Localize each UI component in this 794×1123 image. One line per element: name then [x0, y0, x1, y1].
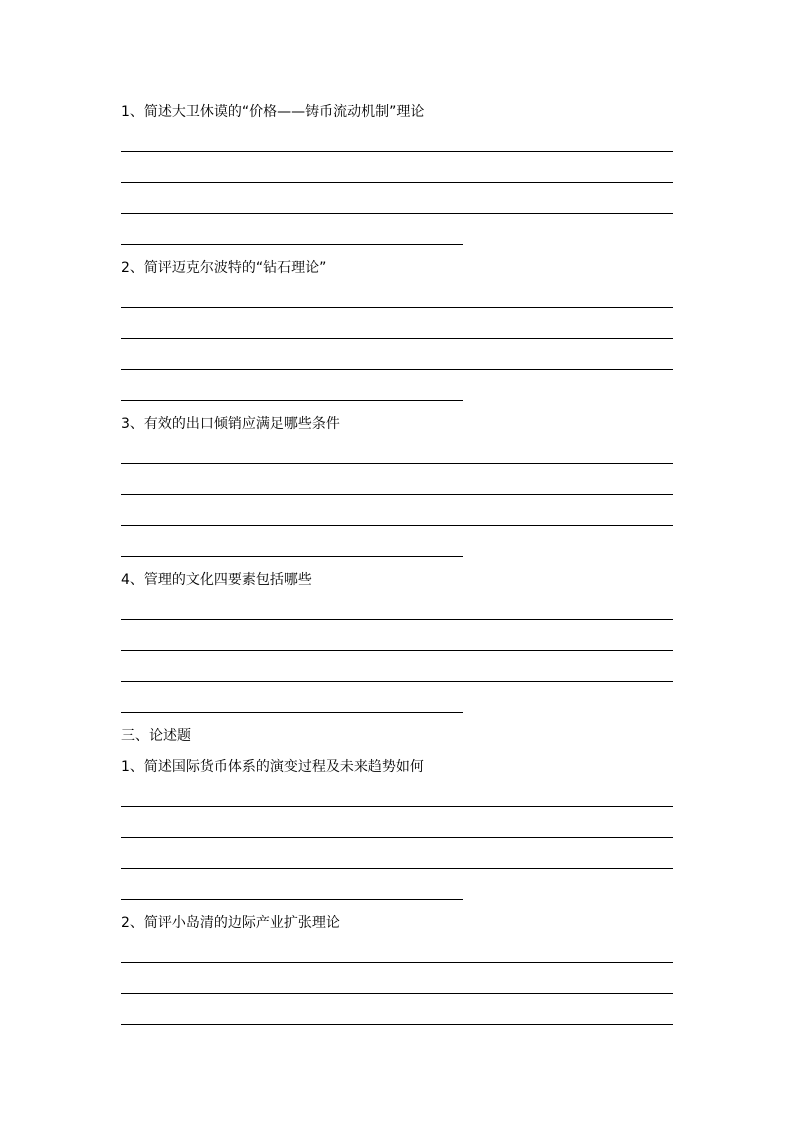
answer-line-short	[121, 899, 463, 900]
answer-line	[121, 806, 673, 807]
question-2-title: 2、简评迈克尔波特的“钻石理论”	[121, 260, 327, 276]
essay-question-1-title: 1、简述国际货币体系的演变过程及未来趋势如何	[121, 759, 424, 775]
answer-line-short	[121, 244, 463, 245]
answer-line	[121, 868, 673, 869]
answer-line	[121, 650, 673, 651]
answer-line	[121, 681, 673, 682]
answer-line	[121, 369, 673, 370]
question-1-title: 1、简述大卫休谟的“价格——铸币流动机制”理论	[121, 104, 425, 120]
answer-line	[121, 837, 673, 838]
answer-line-short	[121, 712, 463, 713]
answer-line	[121, 962, 673, 963]
question-4-title: 4、管理的文化四要素包括哪些	[121, 572, 312, 588]
section-heading: 三、论述题	[121, 728, 191, 744]
answer-line	[121, 151, 673, 152]
answer-line	[121, 463, 673, 464]
answer-line-short	[121, 400, 463, 401]
answer-line	[121, 1024, 673, 1025]
answer-line	[121, 525, 673, 526]
answer-line	[121, 619, 673, 620]
question-3-title: 3、有效的出口倾销应满足哪些条件	[121, 416, 340, 432]
answer-line	[121, 993, 673, 994]
answer-line	[121, 494, 673, 495]
answer-line	[121, 307, 673, 308]
essay-question-2-title: 2、简评小岛清的边际产业扩张理论	[121, 915, 340, 931]
answer-line-short	[121, 556, 463, 557]
answer-line	[121, 213, 673, 214]
answer-line	[121, 338, 673, 339]
answer-line	[121, 182, 673, 183]
